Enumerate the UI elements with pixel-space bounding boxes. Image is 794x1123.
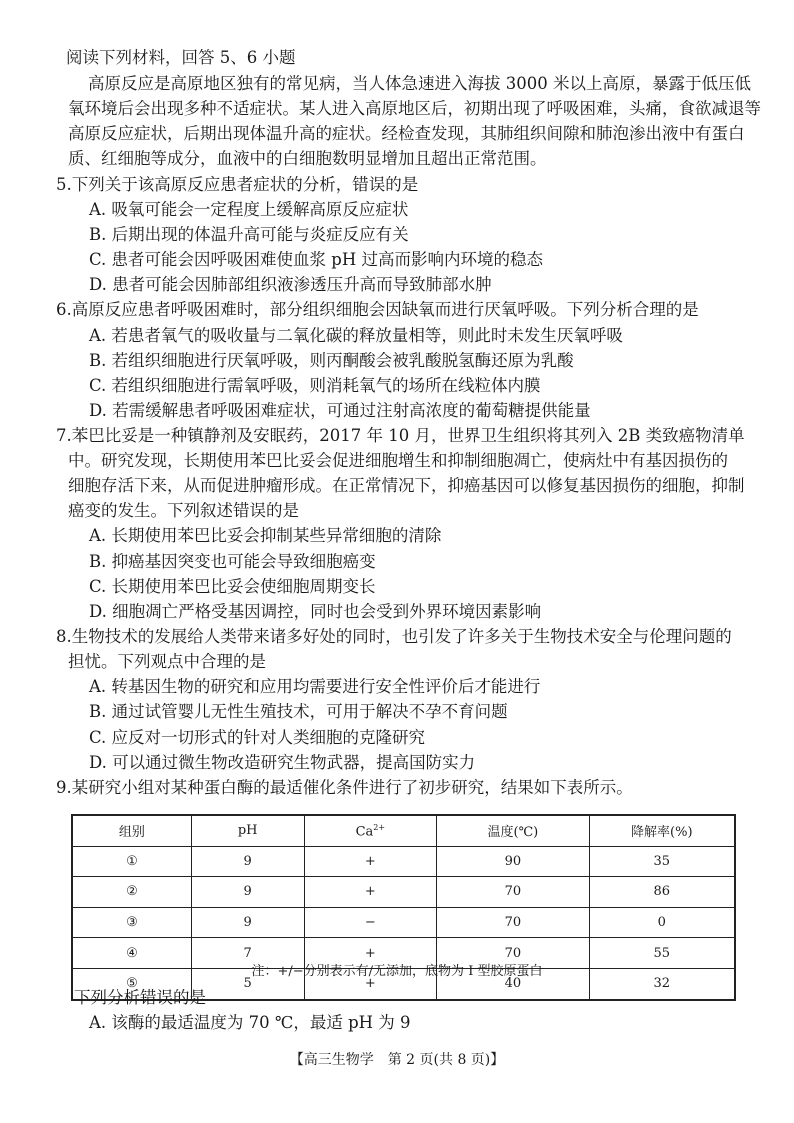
table-row (72, 877, 735, 908)
table-cell: 5 (191, 968, 304, 999)
question-8-option-c: C. 应反对一切形式的针对人类细胞的克隆研究 (89, 728, 426, 747)
question-9-stem: 9.某研究小组对某种蛋白酶的最适催化条件进行了初步研究，结果如下表所示。 (56, 778, 633, 797)
question-6-stem: 6.高原反应患者呼吸困难时，部分组织细胞会因缺氧而进行厌氧呼吸。下列分析合理的是 (56, 300, 699, 319)
table-cell: 9 (191, 907, 304, 938)
question-7-stem-line: 癌变的发生。下列叙述错误的是 (68, 501, 299, 520)
question-7-option-c: C. 长期使用苯巴比妥会使细胞周期变长 (89, 577, 376, 596)
question-7-stem-line: 中。研究发现，长期使用苯巴比妥会促进细胞增生和抑制细胞凋亡，使病灶中有基因损伤的 (68, 451, 728, 470)
question-9-followup: 下列分析错误的是 (74, 988, 206, 1007)
table-cell: ③ (72, 907, 191, 938)
table-cell: 32 (589, 968, 735, 999)
table-cell: + (304, 846, 437, 877)
question-5-option-d: D. 患者可能会因肺部组织液渗透压升高而导致肺部水肿 (89, 275, 492, 294)
question-6-option-d: D. 若需缓解患者呼吸困难症状，可通过注射高浓度的葡萄糖提供能量 (89, 401, 591, 420)
table-cell: ⑤ (72, 968, 191, 999)
table-row (72, 907, 735, 938)
table-header: 降解率(%) (589, 815, 735, 846)
question-7-option-a: A. 长期使用苯巴比妥会抑制某些异常细胞的清除 (89, 526, 442, 545)
question-5-option-c: C. 患者可能会因呼吸困难使血浆 pH 过高而影响内环境的稳态 (89, 250, 543, 269)
table-header: pH (191, 815, 304, 846)
table-cell: 70 (437, 907, 589, 938)
table-row (72, 846, 735, 877)
table-cell: 86 (589, 877, 735, 908)
table-note: 注：+/−分别表示有/无添加，底物为 I 型胶原蛋白 (251, 964, 543, 979)
question-7-stem: 7.苯巴比妥是一种镇静剂及安眠药，2017 年 10 月，世界卫生组织将其列入 2B 类致癌物清单 (56, 426, 745, 445)
table-cell: + (304, 938, 437, 969)
page-footer: 【高三生物学 第 2 页(共 8 页)】 (289, 1052, 505, 1068)
table-cell: ④ (72, 938, 191, 969)
table-cell: 70 (437, 877, 589, 908)
table-cell: 9 (191, 877, 304, 908)
question-8-stem: 8.生物技术的发展给人类带来诸多好处的同时，也引发了许多关于生物技术安全与伦理问题的 (56, 627, 732, 646)
question-7-option-b: B. 抑癌基因突变也可能会导致细胞癌变 (89, 552, 376, 571)
question-9-option-a: A. 该酶的最适温度为 70 ℃，最适 pH 为 9 (89, 1013, 411, 1032)
table-cell: 35 (589, 846, 735, 877)
question-5-option-b: B. 后期出现的体温升高可能与炎症反应有关 (89, 225, 409, 244)
table-cell: 90 (437, 846, 589, 877)
table-cell: 9 (191, 846, 304, 877)
question-6-option-a: A. 若患者氧气的吸收量与二氧化碳的释放量相等，则此时未发生厌氧呼吸 (89, 326, 623, 345)
table-header: 组别 (72, 815, 191, 846)
table-cell: 55 (589, 938, 735, 969)
question-8-option-a: A. 转基因生物的研究和应用均需要进行安全性评价后才能进行 (89, 677, 541, 696)
question-8-stem-line: 担忧。下列观点中合理的是 (68, 652, 266, 671)
table-header-row (72, 815, 735, 846)
question-7-option-d: D. 细胞凋亡严格受基因调控，同时也会受到外界环境因素影响 (89, 602, 542, 621)
table-cell: − (304, 907, 437, 938)
question-6-option-c: C. 若组织细胞进行需氧呼吸，则消耗氧气的场所在线粒体内膜 (89, 376, 541, 395)
table-header: 温度(℃) (437, 815, 589, 846)
table-header: $Ca^{2+}$ (304, 815, 437, 846)
question-8-option-d: D. 可以通过微生物改造研究生物武器，提高国防实力 (89, 753, 476, 772)
question-8-option-b: B. 通过试管婴儿无性生殖技术，可用于解决不孕不育问题 (89, 702, 508, 721)
table-cell: 40 (437, 968, 589, 999)
material-line: 高原反应症状，后期出现体温升高的症状。经检查发现，其肺组织间隙和肺泡渗出液中有蛋白 (68, 124, 745, 143)
reading-intro: 阅读下列材料，回答 5、6 小题 (66, 48, 296, 67)
table-cell: ① (72, 846, 191, 877)
table-cell: + (304, 968, 437, 999)
material-line: 氧环境后会出现多种不适症状。某人进入高原地区后，初期出现了呼吸困难，头痛，食欲减退等 (68, 99, 761, 118)
question-7-stem-line: 细胞存活下来，从而促进肿瘤形成。在正常情况下，抑癌基因可以修复基因损伤的细胞，抑制 (68, 476, 745, 495)
table-cell: + (304, 877, 437, 908)
question-5-option-a: A. 吸氧可能会一定程度上缓解高原反应症状 (89, 200, 409, 219)
material-line: 质、红细胞等成分，血液中的白细胞数明显增加且超出正常范围。 (68, 149, 547, 168)
table-cell: 70 (437, 938, 589, 969)
question-5-stem: 5.下列关于该高原反应患者症状的分析，错误的是 (56, 175, 419, 194)
material-line: 高原反应是高原地区独有的常见病，当人体急速进入海拔 3000 米以上高原，暴露于低压低 (88, 74, 751, 93)
table-cell: 7 (191, 938, 304, 969)
table-cell: ② (72, 877, 191, 908)
table-cell: 0 (589, 907, 735, 938)
question-6-option-b: B. 若组织细胞进行厌氧呼吸，则丙酮酸会被乳酸脱氢酶还原为乳酸 (89, 351, 574, 370)
